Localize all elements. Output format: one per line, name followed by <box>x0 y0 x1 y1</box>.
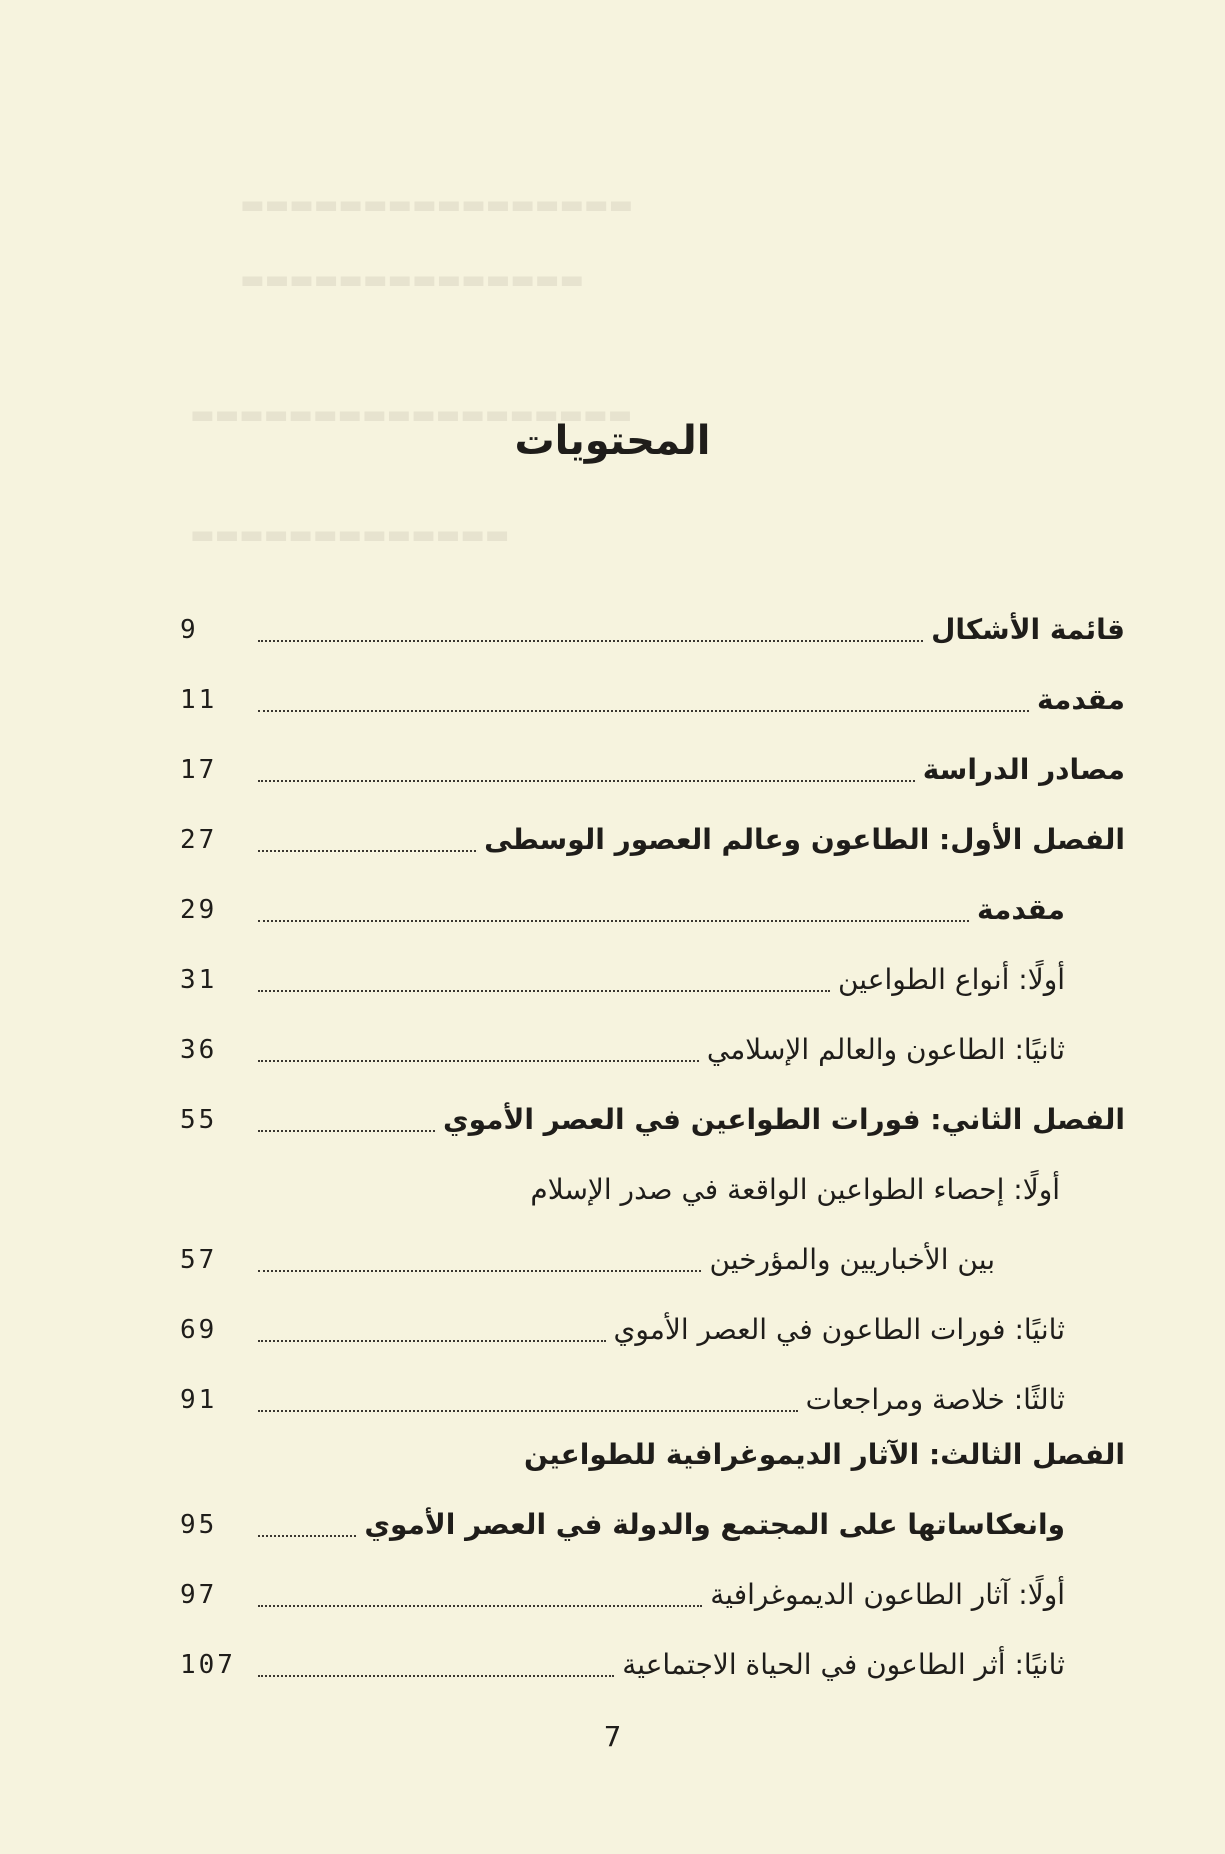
toc-entry-title: ثانيًا: أثر الطاعون في الحياة الاجتماعية <box>622 1648 1065 1681</box>
toc-chapter-title-line2: وانعكاساتها على المجتمع والدولة في العصر الأموي <box>364 1508 1065 1541</box>
toc-entry-title: أولًا: آثار الطاعون الديموغرافية <box>710 1578 1065 1611</box>
toc-entry[interactable] <box>180 950 1065 1002</box>
dot-leader <box>258 1270 701 1272</box>
toc-entry-title-line2: بين الأخباريين والمؤرخين <box>709 1243 995 1276</box>
toc-entry[interactable] <box>180 1230 995 1282</box>
toc-chapter-entry[interactable] <box>180 810 1125 862</box>
toc-entry[interactable] <box>180 1300 1065 1352</box>
page-title: المحتويات <box>514 418 711 464</box>
toc-entry-page: 27 <box>180 825 218 855</box>
bleed-through-mark: ▬▬▬▬▬▬▬▬▬▬▬▬▬▬▬▬▬▬ <box>190 400 633 430</box>
toc-entry-title: الفصل الثاني: فورات الطواعين في العصر الأموي <box>442 1103 1125 1136</box>
toc-entry-page: 97 <box>180 1580 218 1610</box>
toc-entry-title: أولًا: أنواع الطواعين <box>837 963 1065 996</box>
toc-entry-page: 69 <box>180 1315 218 1345</box>
toc-entry-page: 107 <box>180 1650 236 1680</box>
toc-entry-title: مصادر الدراسة <box>922 753 1125 786</box>
toc-entry-title: ثالثًا: خلاصة ومراجعات <box>805 1383 1065 1416</box>
toc-chapter-title-line1[interactable]: الفصل الثالث: الآثار الديموغرافية للطواعين <box>524 1438 1125 1471</box>
toc-entry[interactable] <box>180 740 1125 792</box>
bleed-through-mark: ▬▬▬▬▬▬▬▬▬▬▬▬▬▬ <box>240 265 584 295</box>
dot-leader <box>258 1605 702 1607</box>
dot-leader <box>258 1410 798 1412</box>
toc-entry-title: ثانيًا: فورات الطاعون في العصر الأموي <box>613 1313 1065 1346</box>
toc-entry[interactable] <box>180 1635 1065 1687</box>
toc-entry-page: 29 <box>180 895 218 925</box>
toc-entry-page: 9 <box>180 615 199 645</box>
toc-entry-page: 36 <box>180 1035 218 1065</box>
toc-entry-title: مقدمة <box>1037 683 1125 716</box>
toc-entry-title: قائمة الأشكال <box>931 613 1125 646</box>
dot-leader <box>258 850 476 852</box>
toc-entry[interactable] <box>180 600 1125 652</box>
dot-leader <box>258 1340 606 1342</box>
toc-chapter-entry[interactable] <box>180 1495 1065 1547</box>
toc-entry[interactable] <box>180 880 1065 932</box>
dot-leader <box>258 710 1029 712</box>
toc-entry[interactable] <box>180 1020 1065 1072</box>
bleed-through-mark: ▬▬▬▬▬▬▬▬▬▬▬▬▬▬▬▬ <box>240 190 634 220</box>
dot-leader <box>258 1675 614 1677</box>
dot-leader <box>258 990 830 992</box>
dot-leader <box>258 1535 356 1537</box>
toc-entry-page: 11 <box>180 685 218 715</box>
toc-entry-title-line1[interactable]: أولًا: إحصاء الطواعين الواقعة في صدر الإسلام <box>530 1173 1060 1206</box>
toc-chapter-entry[interactable] <box>180 1090 1125 1142</box>
toc-entry-page: 95 <box>180 1510 218 1540</box>
toc-entry-page: 31 <box>180 965 218 995</box>
toc-entry[interactable] <box>180 670 1125 722</box>
bleed-through-mark: ▬▬▬▬▬▬▬▬▬▬▬▬▬ <box>190 520 510 550</box>
dot-leader <box>258 640 923 642</box>
toc-entry-title: الفصل الأول: الطاعون وعالم العصور الوسطى <box>484 823 1125 856</box>
toc-entry[interactable] <box>180 1565 1065 1617</box>
dot-leader <box>258 780 915 782</box>
toc-entry[interactable] <box>180 1370 1065 1422</box>
toc-entry-title: مقدمة <box>977 893 1065 926</box>
toc-entry-title: ثانيًا: الطاعون والعالم الإسلامي <box>706 1033 1065 1066</box>
toc-entry-page: 57 <box>180 1245 218 1275</box>
dot-leader <box>258 1060 699 1062</box>
toc-entry-page: 91 <box>180 1385 218 1415</box>
dot-leader <box>258 1130 435 1132</box>
dot-leader <box>258 920 969 922</box>
page-number: 7 <box>603 1720 622 1753</box>
toc-entry-page: 17 <box>180 755 218 785</box>
toc-entry-page: 55 <box>180 1105 218 1135</box>
